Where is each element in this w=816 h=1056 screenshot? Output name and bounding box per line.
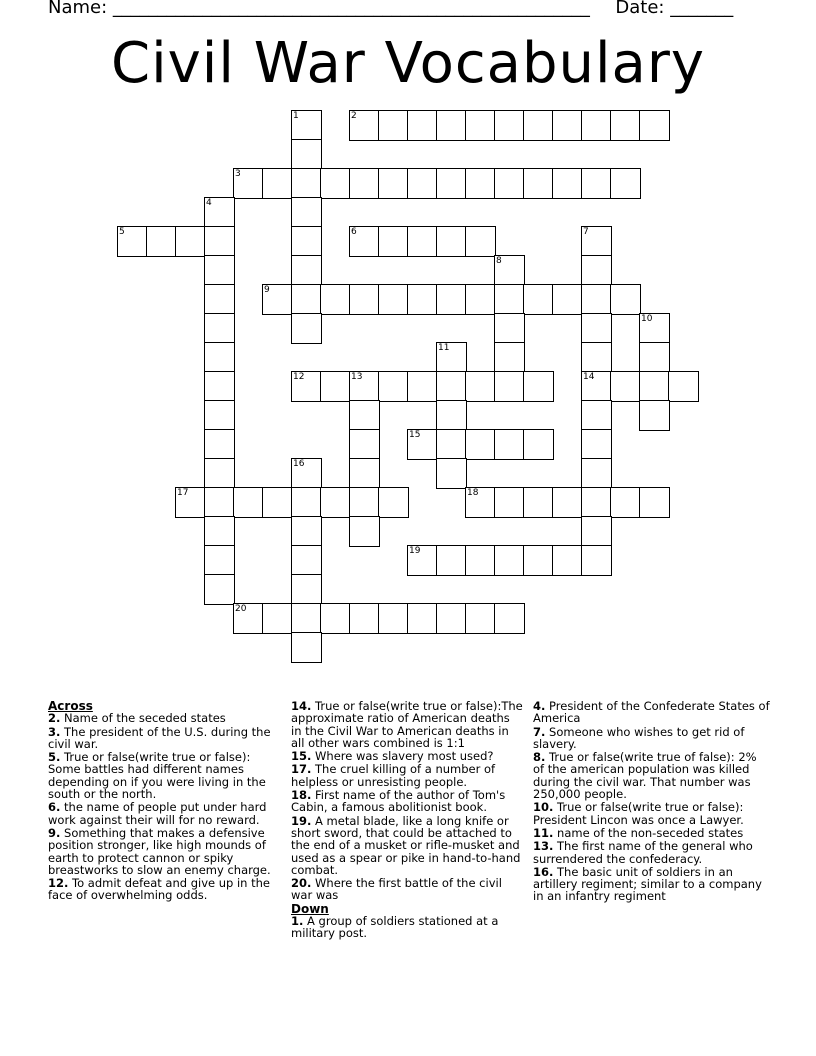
clue-text: The first name of the general who surrendered the confederacy. [533, 839, 753, 866]
grid-cell[interactable] [436, 110, 467, 141]
clue-number: 8 [496, 256, 502, 266]
grid-cell[interactable] [146, 226, 177, 257]
grid-cell[interactable] [407, 429, 438, 460]
grid-cell[interactable] [581, 110, 612, 141]
grid-cell[interactable] [407, 545, 438, 576]
grid-cell[interactable] [523, 168, 554, 199]
clue-item [291, 815, 523, 876]
clue-text: The basic unit of soldiers in an artillery regiment; similar to a company in an infantry regiment [533, 864, 762, 904]
clue-item [291, 915, 523, 940]
grid-cell[interactable] [204, 545, 235, 576]
grid-cell[interactable] [610, 168, 641, 199]
clue-number: 19. [291, 813, 312, 828]
clue-text: True or false(write true or false):The approximate ratio of American deaths in the Civil War to American deaths in all other wars combined is 1:1 [291, 699, 523, 750]
grid-cell[interactable] [639, 400, 670, 431]
grid-cell[interactable] [204, 313, 235, 344]
grid-cell[interactable] [291, 139, 322, 170]
clue-text: Someone who wishes to get rid of slavery. [533, 724, 745, 751]
clue-item [48, 712, 280, 724]
clue-number: 13. [533, 839, 554, 854]
grid-cell[interactable] [581, 342, 612, 373]
grid-cell[interactable] [552, 284, 583, 315]
grid-cell[interactable] [291, 226, 322, 257]
clue-text: name of the non-seceded states [557, 825, 744, 840]
clue-item [533, 827, 771, 839]
grid-cell[interactable] [407, 226, 438, 257]
grid-cell[interactable] [465, 371, 496, 402]
grid-cell[interactable] [494, 342, 525, 373]
grid-cell[interactable] [581, 516, 612, 547]
grid-cell[interactable] [204, 342, 235, 373]
clue-number: 14 [583, 372, 595, 382]
clue-item [291, 750, 523, 762]
date-label: Date: [615, 0, 665, 18]
clue-text: The cruel killing of a number of helpless or unresisting people. [291, 762, 496, 789]
grid-cell[interactable] [610, 110, 641, 141]
clue-number: 5 [119, 227, 125, 237]
grid-cell[interactable] [291, 516, 322, 547]
clue-number: 17. [291, 762, 312, 777]
grid-cell[interactable] [523, 284, 554, 315]
clue-number: 11 [438, 343, 450, 353]
grid-cell[interactable] [378, 110, 409, 141]
clue-text: True or false(write true of false): 2% of the american population was killed during the civil war. That number was 250,000 people. [533, 750, 757, 802]
grid-cell[interactable] [639, 313, 670, 344]
grid-cell[interactable] [639, 487, 670, 518]
clue-number: 10 [641, 314, 653, 324]
clue-number: 2 [351, 111, 357, 121]
grid-cell[interactable] [639, 342, 670, 373]
grid-cell[interactable] [465, 545, 496, 576]
grid-cell[interactable] [639, 110, 670, 141]
clue-text: the name of people put under hard work against their will for no reward. [48, 800, 267, 827]
grid-cell[interactable] [349, 458, 380, 489]
grid-cell[interactable] [291, 632, 322, 663]
grid-cell[interactable] [523, 545, 554, 576]
grid-cell[interactable] [262, 284, 293, 315]
grid-cell[interactable] [204, 371, 235, 402]
grid-cell[interactable] [349, 110, 380, 141]
grid-cell[interactable] [349, 371, 380, 402]
grid-cell[interactable] [552, 545, 583, 576]
clue-item [291, 789, 523, 814]
grid-cell[interactable] [407, 603, 438, 634]
grid-cell[interactable] [175, 487, 206, 518]
grid-cell[interactable] [436, 168, 467, 199]
grid-cell[interactable] [349, 516, 380, 547]
clue-section-heading: Across [48, 699, 93, 713]
grid-cell[interactable] [262, 487, 293, 518]
grid-cell[interactable] [291, 284, 322, 315]
grid-cell[interactable] [291, 487, 322, 518]
grid-cell[interactable] [610, 487, 641, 518]
grid-cell[interactable] [465, 429, 496, 460]
grid-cell[interactable] [349, 168, 380, 199]
grid-cell[interactable] [581, 313, 612, 344]
grid-cell[interactable] [378, 168, 409, 199]
clue-number: 3 [235, 169, 241, 179]
grid-cell[interactable] [436, 342, 467, 373]
clue-number: 7. [533, 724, 546, 739]
grid-cell[interactable] [436, 545, 467, 576]
grid-cell[interactable] [581, 400, 612, 431]
grid-cell[interactable] [552, 487, 583, 518]
grid-cell[interactable] [581, 168, 612, 199]
clue-number: 5. [48, 750, 61, 765]
grid-cell[interactable] [204, 284, 235, 315]
clue-item [533, 700, 771, 725]
clue-number: 20 [235, 604, 247, 614]
clue-number: 15 [409, 430, 421, 440]
grid-cell[interactable] [233, 168, 264, 199]
clue-number: 12. [48, 876, 69, 891]
grid-cell[interactable] [494, 545, 525, 576]
grid-cell[interactable] [465, 168, 496, 199]
clue-item [48, 877, 280, 902]
clue-item [533, 726, 771, 751]
clue-text: President of the Confederate States of America [533, 699, 770, 726]
grid-cell[interactable] [291, 574, 322, 605]
grid-cell[interactable] [494, 110, 525, 141]
grid-cell[interactable] [262, 603, 293, 634]
clues-column-1 [48, 700, 280, 903]
grid-cell[interactable] [465, 487, 496, 518]
grid-cell[interactable] [320, 168, 351, 199]
clue-number: 16 [293, 459, 305, 469]
grid-cell[interactable] [204, 226, 235, 257]
grid-cell[interactable] [465, 603, 496, 634]
grid-cell[interactable] [639, 371, 670, 402]
grid-cell[interactable] [523, 429, 554, 460]
grid-cell[interactable] [349, 284, 380, 315]
grid-cell[interactable] [291, 545, 322, 576]
grid-cell[interactable] [378, 226, 409, 257]
grid-cell[interactable] [610, 371, 641, 402]
clue-text: First name of the author of Tom's Cabin, a famous abolitionist book. [291, 788, 506, 815]
clue-text: A group of soldiers stationed at a military post. [291, 914, 499, 941]
clue-number: 4 [206, 198, 212, 208]
page-title: Civil War Vocabulary [110, 31, 706, 96]
grid-cell[interactable] [523, 110, 554, 141]
clue-item [533, 801, 771, 826]
grid-cell[interactable] [204, 516, 235, 547]
clue-number: 10. [533, 800, 554, 815]
grid-cell[interactable] [436, 226, 467, 257]
grid-cell[interactable] [407, 168, 438, 199]
clue-number: 6. [48, 800, 61, 815]
grid-cell[interactable] [465, 226, 496, 257]
clue-number: 1. [291, 914, 304, 929]
grid-cell[interactable] [581, 226, 612, 257]
grid-cell[interactable] [494, 603, 525, 634]
grid-cell[interactable] [233, 487, 264, 518]
clue-item [533, 751, 771, 800]
grid-cell[interactable] [581, 545, 612, 576]
clue-item [48, 726, 280, 751]
grid-cell[interactable] [552, 110, 583, 141]
clue-number: 7 [583, 227, 589, 237]
grid-cell[interactable] [436, 284, 467, 315]
grid-cell[interactable] [291, 168, 322, 199]
grid-cell[interactable] [523, 371, 554, 402]
grid-cell[interactable] [465, 284, 496, 315]
grid-cell[interactable] [233, 603, 264, 634]
clue-number: 4. [533, 699, 546, 713]
grid-cell[interactable] [494, 371, 525, 402]
grid-cell[interactable] [204, 458, 235, 489]
grid-cell[interactable] [552, 168, 583, 199]
clue-item [291, 700, 523, 749]
clue-text: The president of the U.S. during the civil war. [48, 724, 271, 751]
grid-cell[interactable] [204, 574, 235, 605]
clue-number: 6 [351, 227, 357, 237]
grid-cell[interactable] [494, 313, 525, 344]
clue-number: 2. [48, 711, 61, 726]
grid-cell[interactable] [204, 197, 235, 228]
grid-cell[interactable] [204, 487, 235, 518]
date-field[interactable]: _______ [670, 0, 734, 18]
grid-cell[interactable] [378, 284, 409, 315]
grid-cell[interactable] [204, 429, 235, 460]
grid-cell[interactable] [494, 487, 525, 518]
grid-cell[interactable] [581, 255, 612, 286]
clue-item [533, 866, 771, 903]
grid-cell[interactable] [581, 487, 612, 518]
grid-cell[interactable] [262, 168, 293, 199]
name-field[interactable]: _____________________________________________________ [112, 0, 590, 18]
clue-number: 20. [291, 876, 312, 891]
grid-cell[interactable] [581, 458, 612, 489]
grid-cell[interactable] [523, 487, 554, 518]
clue-text: Where was slavery most used? [315, 749, 494, 764]
clue-number: 16. [533, 864, 554, 879]
grid-cell[interactable] [494, 429, 525, 460]
grid-cell[interactable] [349, 487, 380, 518]
grid-cell[interactable] [291, 371, 322, 402]
grid-cell[interactable] [320, 603, 351, 634]
grid-cell[interactable] [175, 226, 206, 257]
grid-cell[interactable] [407, 284, 438, 315]
grid-cell[interactable] [291, 197, 322, 228]
grid-cell[interactable] [349, 429, 380, 460]
grid-cell[interactable] [291, 110, 322, 141]
grid-cell[interactable] [407, 371, 438, 402]
grid-cell[interactable] [378, 487, 409, 518]
clue-number: 15. [291, 749, 312, 764]
grid-cell[interactable] [378, 371, 409, 402]
grid-cell[interactable] [494, 284, 525, 315]
grid-cell[interactable] [349, 226, 380, 257]
clue-item [48, 751, 280, 800]
grid-cell[interactable] [204, 255, 235, 286]
clue-number: 11. [533, 825, 554, 840]
grid-cell[interactable] [349, 400, 380, 431]
grid-cell[interactable] [349, 603, 380, 634]
clue-number: 19 [409, 546, 421, 556]
clue-number: 18. [291, 788, 312, 803]
clue-number: 8. [533, 750, 546, 765]
clues-column-2 [291, 700, 523, 941]
clue-item [533, 840, 771, 865]
clue-item [48, 801, 280, 826]
grid-cell[interactable] [436, 429, 467, 460]
clue-number: 3. [48, 724, 61, 739]
grid-cell[interactable] [320, 487, 351, 518]
grid-cell[interactable] [291, 255, 322, 286]
grid-cell[interactable] [436, 458, 467, 489]
clue-number: 9 [264, 285, 270, 295]
grid-cell[interactable] [291, 603, 322, 634]
clue-number: 17 [177, 488, 189, 498]
grid-cell[interactable] [581, 429, 612, 460]
clue-number: 1 [293, 111, 299, 121]
clue-item [291, 877, 523, 902]
clues-column-3 [533, 700, 771, 904]
clue-number: 12 [293, 372, 305, 382]
grid-cell[interactable] [581, 371, 612, 402]
grid-cell[interactable] [407, 110, 438, 141]
grid-cell[interactable] [436, 603, 467, 634]
grid-cell[interactable] [320, 284, 351, 315]
grid-cell[interactable] [378, 603, 409, 634]
clue-section-heading: Down [291, 901, 329, 916]
grid-cell[interactable] [291, 313, 322, 344]
grid-cell[interactable] [581, 284, 612, 315]
clue-text: A metal blade, like a long knife or short sword, that could be attached to the end of a musket or rifle-musket and used as a spear or pike in hand-to-hand combat. [291, 813, 521, 877]
grid-cell[interactable] [436, 371, 467, 402]
clue-text: True or false(write true or false): Some battles had different names depending on if you were living in the south or the north. [48, 750, 266, 802]
clue-number: 18 [467, 488, 479, 498]
grid-cell[interactable] [465, 110, 496, 141]
clue-text: Something that makes a defensive position stronger, like high mounds of earth to protect cannon or spiky breastworks to slow an enemy charge. [48, 825, 271, 877]
grid-cell[interactable] [320, 371, 351, 402]
grid-cell[interactable] [436, 400, 467, 431]
grid-cell[interactable] [494, 255, 525, 286]
grid-cell[interactable] [291, 458, 322, 489]
clue-text: To admit defeat and give up in the face of overwhelming odds. [48, 876, 270, 903]
clue-item [48, 827, 280, 876]
clue-number: 13 [351, 372, 363, 382]
grid-cell[interactable] [204, 400, 235, 431]
clue-text: Where the first battle of the civil war was [291, 876, 502, 903]
grid-cell[interactable] [117, 226, 148, 257]
clue-item [291, 763, 523, 788]
clue-number: 14. [291, 699, 312, 713]
clue-text: Name of the seceded states [64, 711, 226, 726]
grid-cell[interactable] [494, 168, 525, 199]
grid-cell[interactable] [668, 371, 699, 402]
name-label: Name: [48, 0, 108, 18]
clue-number: 9. [48, 825, 61, 840]
clue-text: True or false(write true or false): President Lincon was once a Lawyer. [533, 800, 744, 827]
grid-cell[interactable] [610, 284, 641, 315]
